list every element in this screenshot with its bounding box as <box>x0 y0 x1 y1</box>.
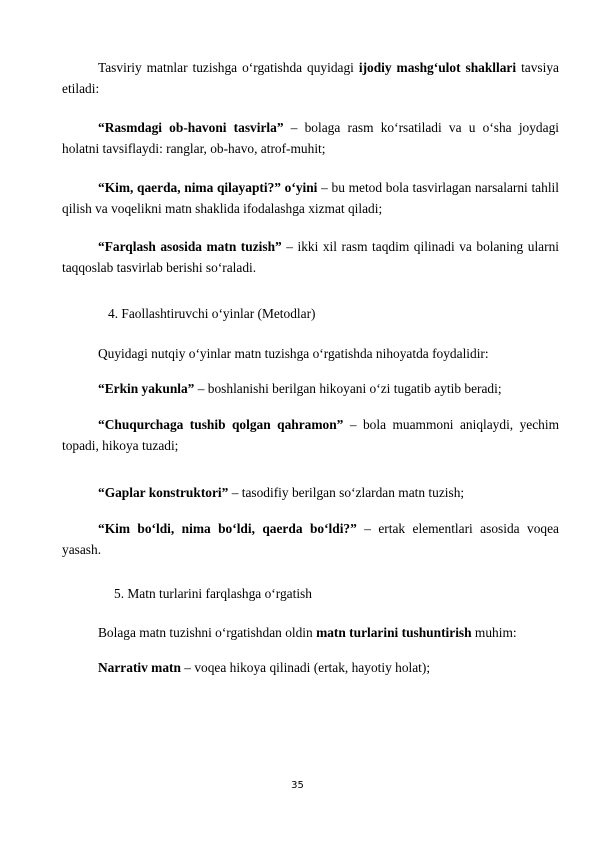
paragraph-text: Bolaga matn tuzishni o‘rgatishdan oldin <box>98 625 317 640</box>
paragraph-text: muhim: <box>471 625 517 640</box>
game-title: “Chuqurchaga tushib qolgan qahramon” <box>98 417 344 432</box>
method-title: “Rasmdagi ob-havoni tasvirla” <box>98 120 284 135</box>
section-heading-5: 5. Matn turlarini farqlashga o‘rgatish <box>114 586 312 601</box>
game-description: – bola muammoni aniqlaydi, yechim topadi, hikoya tuzadi; <box>62 417 560 453</box>
game-title: “Erkin yakunla” <box>98 381 195 396</box>
paragraph-method-who-where <box>62 177 559 219</box>
paragraph-intro <box>62 57 559 99</box>
game-description: – tasodifiy berilgan so‘zlardan matn tuzish; <box>228 485 465 500</box>
paragraph-text-types <box>62 622 559 643</box>
text-type-title: Narrativ matn <box>98 660 181 675</box>
method-description: – bolaga rasm ko‘rsatiladi va u o‘sha joydagi holatni tavsiflaydi: ranglar, ob-havo, atrof-muhit; <box>62 120 559 156</box>
paragraph-narrative <box>62 657 559 678</box>
paragraph-bold-term: ijodiy mashg‘ulot shakllari <box>358 60 517 75</box>
page-number: 35 <box>291 780 304 791</box>
paragraph-games-intro: Quyidagi nutqiy o‘yinlar matn tuzishga o‘rgatishda nihoyatda foydalidir: <box>98 346 489 361</box>
section-heading-4: 4. Faollashtiruvchi o‘yinlar (Metodlar) <box>108 306 316 321</box>
method-description: – bu metod bola tasvirlagan narsalarni tahlil qilish va voqelikni matn shaklida ifodalashga xizmat qiladi; <box>62 180 559 216</box>
paragraph-method-compare <box>62 236 559 278</box>
text-type-description: – voqea hikoya qilinadi (ertak, hayotiy holat); <box>180 660 431 675</box>
paragraph-text: Tasviriy matnlar tuzishga o‘rgatishda quyidagi <box>98 60 359 75</box>
paragraph-game-constructor <box>62 482 559 503</box>
paragraph-game-finish <box>62 378 559 399</box>
method-description: – ikki xil rasm taqdim qilinadi va bolaning ularni taqqoslab tasvirlab berishi so‘raladi. <box>62 239 559 275</box>
paragraph-text: tavsiya etiladi: <box>62 60 559 96</box>
game-description: – boshlanishi berilgan hikoyani o‘zi tugatib aytib beradi; <box>194 381 502 396</box>
game-title: “Gaplar konstruktori” <box>98 485 229 500</box>
paragraph-game-hero <box>62 414 559 456</box>
paragraph-method-weather <box>62 117 559 159</box>
paragraph-game-who-what <box>62 518 559 560</box>
game-description: – ertak elementlari asosida voqea yasash. <box>62 521 559 557</box>
method-title: “Kim, qaerda, nima qilayapti?” o‘yini <box>98 180 318 195</box>
method-title: “Farqlash asosida matn tuzish” <box>98 239 282 254</box>
paragraph-bold-term: matn turlarini tushuntirish <box>316 625 472 640</box>
game-title: “Kim bo‘ldi, nima bo‘ldi, qaerda bo‘ldi?” <box>98 521 357 536</box>
